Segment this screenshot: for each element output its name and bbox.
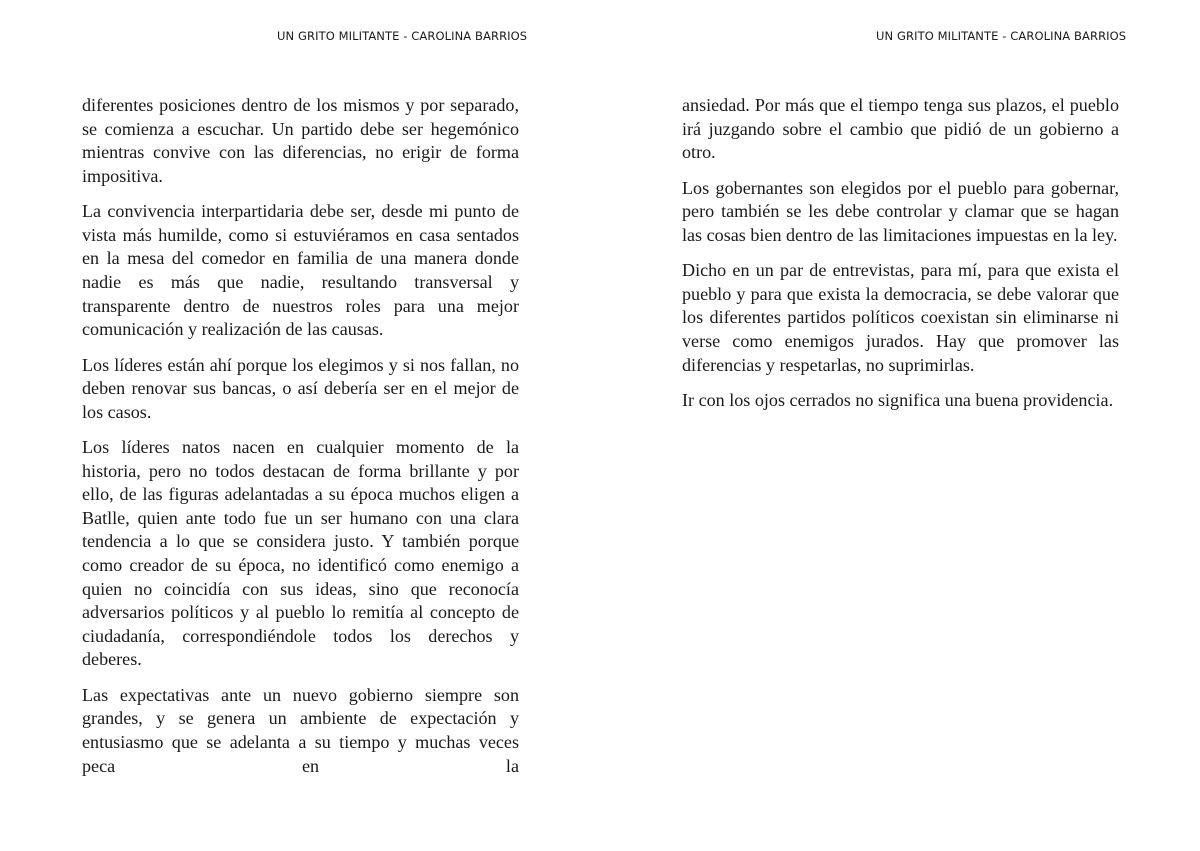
paragraph: Dicho en un par de entrevistas, para mí, para que exista el pueblo y para que exista la democracia, se debe valorar que los diferentes partidos políticos coexistan sin eliminarse ni verse como enemigos jurados. Hay que promover las diferencias y respetarlas, no suprimirlas. [682,260,1119,375]
paragraph: La convivencia interpartidaria debe ser, desde mi punto de vista más humilde, como si estuviéramos en casa sentados en la mesa del comedor en familia de una manera donde nadie es más que nadie, resultando transversal y transparente dentro de nuestros roles para una mejor comunicación y realización de las causas. [82,201,519,340]
left-running-header: UN GRITO MILITANTE - CAROLINA BARRIOS [277,29,528,43]
paragraph: Los gobernantes son elegidos por el pueblo para gobernar, pero también se les debe controlar y clamar que se hagan las cosas bien dentro de las limitaciones impuestas en la ley. [682,177,1119,245]
paragraph-continued: Las expectativas ante un nuevo gobierno siempre son grandes, y se genera un ambiente de expectación y entusiasmo que se adelanta a su tiempo y muchas veces peca en la [82,684,519,776]
right-running-header: UN GRITO MILITANTE - CAROLINA BARRIOS [876,29,1127,43]
paragraph: ansiedad. Por más que el tiempo tenga sus plazos, el pueblo irá juzgando sobre el cambio que pidió de un gobierno a otro. [682,95,1119,163]
paragraph: Los líderes están ahí porque los elegimos y si nos fallan, no deben renovar sus bancas, o así debería ser en el mejor de los casos. [82,354,519,422]
left-page-body [82,94,519,790]
right-page [600,0,1200,851]
paragraph: Los líderes natos nacen en cualquier momento de la historia, pero no todos destacan de forma brillante y por ello, de las figuras adelantadas a su época muchos eligen a Batlle, quien ante todo fue un ser humano con una clara tendencia a lo que se considera justo. Y también porque como creador de su época, no identificó como enemigo a quien no coincidía con sus ideas, sino que reconocía adversarios políticos y al pueblo lo remitía al concepto de ciudadanía, correspondiéndole todos los derechos y deberes. [82,437,519,670]
right-page-body [682,94,1119,424]
paragraph: Ir con los ojos cerrados no significa una buena providencia. [682,389,1114,410]
paragraph: diferentes posiciones dentro de los mismos y por separado, se comienza a escuchar. Un partido debe ser hegemónico mientras convive con las diferencias, no erigir de forma impositiva. [82,95,519,186]
